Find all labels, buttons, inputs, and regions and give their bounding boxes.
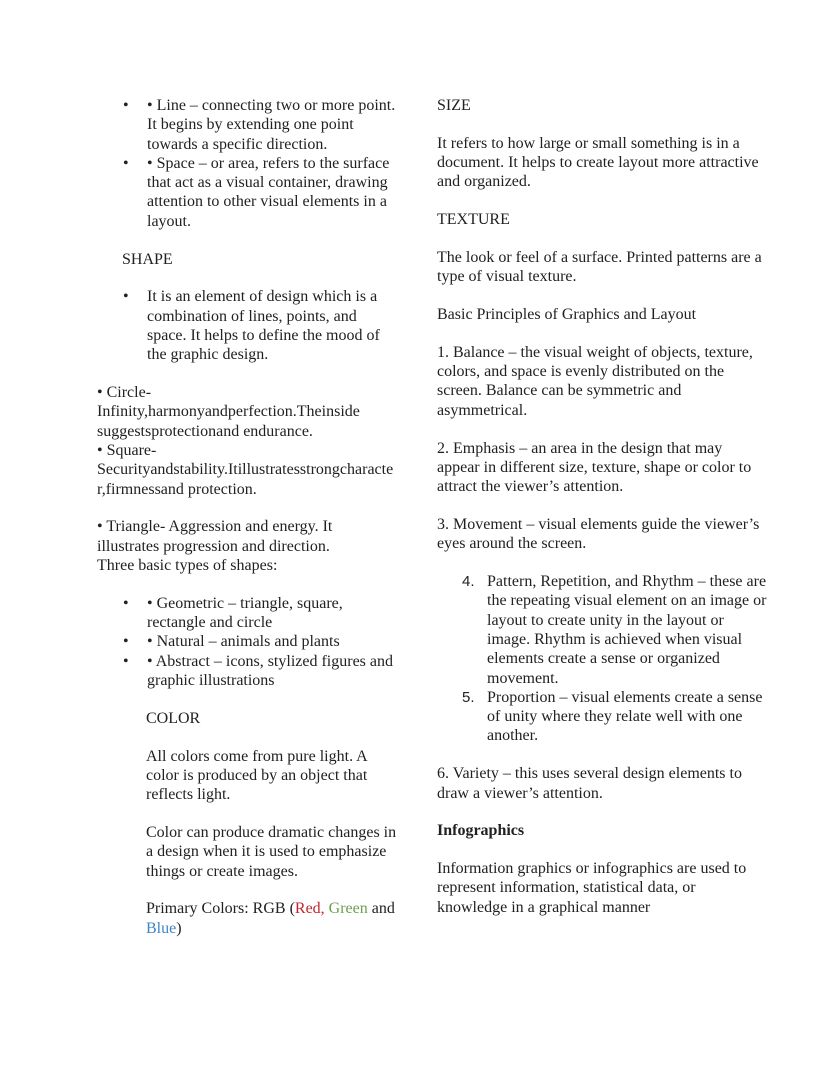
list-item-natural: • • Natural – animals and plants	[147, 632, 398, 651]
principles-numbered-list	[437, 572, 767, 746]
color-heading: COLOR	[146, 709, 201, 727]
list-item-geometric: • • Geometric – triangle, square, rectangle and circle	[147, 594, 398, 633]
list-item-shape-definition: • It is an element of design which is a combination of lines, points, and space. It helps to define the mood of the graphic design.	[147, 287, 398, 364]
size-heading: SIZE	[437, 97, 471, 114]
shape-definition-list	[97, 287, 398, 364]
list-item-space: • • Space – or area, refers to the surface that act as a visual container, drawing attention to other visual elements in a layout.	[147, 154, 398, 231]
list-item-proportion	[437, 688, 767, 746]
size-paragraph: It refers to how large or small something is in a document. It helps to create layout more attractive and organized.	[437, 134, 759, 191]
three-types-line: Three basic types of shapes:	[97, 556, 278, 574]
infographics-heading: Infographics	[437, 822, 525, 840]
principles-heading: Basic Principles of Graphics and Layout	[437, 306, 697, 324]
principle-movement: 3. Movement – visual elements guide the viewer’s eyes around the screen.	[437, 515, 760, 553]
principle-balance: 1. Balance – the visual weight of objects, texture, colors, and space is evenly distributed on the screen. Balance can be symmetric and asymmetrical.	[437, 343, 753, 419]
design-elements-list	[97, 96, 398, 231]
principle-variety: 6. Variety – this uses several design elements to draw a viewer’s attention.	[437, 765, 742, 802]
principle-emphasis: 2. Emphasis – an area in the design that may appear in different size, texture, shape or color to attract the viewer’s attention.	[437, 439, 752, 496]
shape-types-list	[97, 594, 398, 690]
list-number: 4.	[462, 573, 475, 591]
list-item-text: Proportion – visual elements create a sense of unity where they relate well with one another.	[487, 688, 763, 745]
color-paragraph-2: Color can produce dramatic changes in a design when it is used to emphasize things or create images.	[146, 823, 397, 880]
list-item-pattern	[437, 572, 767, 688]
left-column	[97, 96, 398, 938]
list-item-text: Pattern, Repetition, and Rhythm – these are the repeating visual element on an image or layout to create unity in the layout or image. Rhythm is achieved when visual elements create a sense or organized movement.	[487, 573, 767, 687]
square-paragraph: • Square-Securityandstability.Itillustratesstrongcharacter,firmnessand protection.	[97, 441, 394, 498]
primary-colors-line: Primary Colors: RGB (Red, Green and Blue)	[146, 900, 395, 937]
color-paragraph-1: All colors come from pure light. A color is produced by an object that reflects light.	[146, 747, 368, 804]
circle-paragraph: • Circle-Infinity,harmonyandperfection.Theinside suggestsprotectionand endurance.	[97, 384, 360, 440]
texture-heading: TEXTURE	[437, 211, 510, 229]
right-column	[437, 96, 767, 917]
shape-heading: SHAPE	[122, 250, 173, 268]
list-number: 5.	[462, 688, 475, 706]
list-item-line: • • Line – connecting two or more point. It begins by extending one point towards a specific direction.	[147, 96, 398, 154]
texture-paragraph: The look or feel of a surface. Printed patterns are a type of visual texture.	[437, 248, 762, 286]
infographics-paragraph: Information graphics or infographics are used to represent information, statistical data, or knowledge in a graphical manner	[437, 860, 747, 916]
list-item-abstract: • • Abstract – icons, stylized figures and graphic illustrations	[147, 652, 398, 691]
triangle-paragraph: • Triangle- Aggression and energy. It illustrates progression and direction.	[97, 518, 333, 555]
